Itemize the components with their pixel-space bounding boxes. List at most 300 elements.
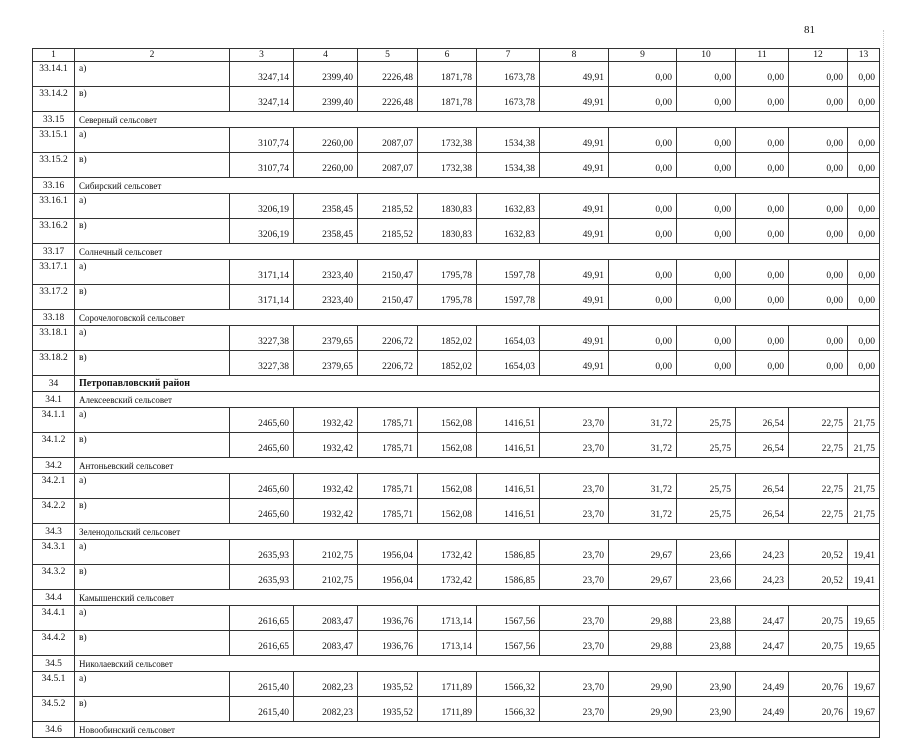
value-cell: 1586,85 — [477, 540, 540, 565]
column-number-cell: 3 — [230, 49, 294, 62]
value-cell: 1586,85 — [477, 565, 540, 590]
value-cell: 1632,83 — [477, 219, 540, 244]
row-label: а) — [75, 672, 230, 697]
value-cell: 0,00 — [736, 87, 789, 112]
value-cell: 3247,14 — [230, 62, 294, 87]
value-cell: 3107,74 — [230, 128, 294, 153]
value-cell: 1852,02 — [418, 326, 477, 351]
value-cell: 1871,78 — [418, 62, 477, 87]
value-cell: 0,00 — [609, 326, 677, 351]
section-name: Николаевский сельсовет — [75, 656, 880, 672]
value-cell: 1567,56 — [477, 631, 540, 656]
value-cell: 1852,02 — [418, 351, 477, 376]
value-cell: 25,75 — [677, 474, 736, 499]
value-cell: 2358,45 — [294, 194, 358, 219]
section-row — [33, 244, 880, 260]
value-cell: 1732,42 — [418, 565, 477, 590]
value-cell: 29,90 — [609, 672, 677, 697]
column-number-cell: 7 — [477, 49, 540, 62]
value-cell: 20,52 — [789, 565, 848, 590]
value-cell: 3247,14 — [230, 87, 294, 112]
value-cell: 20,75 — [789, 606, 848, 631]
value-cell: 24,47 — [736, 606, 789, 631]
value-cell: 0,00 — [848, 351, 880, 376]
value-cell: 2615,40 — [230, 672, 294, 697]
section-code: 33.17 — [33, 244, 75, 260]
row-code: 33.16.1 — [33, 194, 75, 219]
value-cell: 0,00 — [736, 128, 789, 153]
row-code: 34.4.1 — [33, 606, 75, 631]
value-cell: 49,91 — [540, 285, 609, 310]
value-cell: 19,65 — [848, 606, 880, 631]
value-cell: 0,00 — [609, 351, 677, 376]
value-cell: 19,65 — [848, 631, 880, 656]
value-cell: 2082,23 — [294, 672, 358, 697]
value-cell: 0,00 — [609, 219, 677, 244]
value-cell: 23,90 — [677, 672, 736, 697]
value-cell: 0,00 — [789, 62, 848, 87]
value-cell: 0,00 — [848, 260, 880, 285]
row-code: 34.1.2 — [33, 433, 75, 458]
section-name: Камышенский сельсовет — [75, 590, 880, 606]
value-cell: 49,91 — [540, 219, 609, 244]
row-code: 33.17.2 — [33, 285, 75, 310]
row-code: 33.18.2 — [33, 351, 75, 376]
row-label: в) — [75, 565, 230, 590]
row-label: а) — [75, 540, 230, 565]
value-cell: 0,00 — [789, 128, 848, 153]
value-cell: 23,88 — [677, 631, 736, 656]
table-row — [33, 194, 880, 219]
value-cell: 1713,14 — [418, 606, 477, 631]
value-cell: 23,70 — [540, 433, 609, 458]
value-cell: 22,75 — [789, 408, 848, 433]
row-label: в) — [75, 87, 230, 112]
table-row — [33, 351, 880, 376]
value-cell: 26,54 — [736, 474, 789, 499]
row-code: 33.14.2 — [33, 87, 75, 112]
value-cell: 1932,42 — [294, 474, 358, 499]
value-cell: 0,00 — [609, 62, 677, 87]
value-cell: 24,49 — [736, 672, 789, 697]
row-code: 34.1.1 — [33, 408, 75, 433]
table-row — [33, 672, 880, 697]
value-cell: 0,00 — [677, 219, 736, 244]
value-cell: 1534,38 — [477, 128, 540, 153]
column-number-cell: 13 — [848, 49, 880, 62]
table-row — [33, 408, 880, 433]
value-cell: 21,75 — [848, 499, 880, 524]
value-cell: 1416,51 — [477, 499, 540, 524]
row-label: а) — [75, 128, 230, 153]
value-cell: 2635,93 — [230, 540, 294, 565]
value-cell: 29,90 — [609, 697, 677, 722]
value-cell: 49,91 — [540, 260, 609, 285]
value-cell: 24,23 — [736, 540, 789, 565]
row-code: 33.14.1 — [33, 62, 75, 87]
value-cell: 23,70 — [540, 697, 609, 722]
value-cell: 1932,42 — [294, 433, 358, 458]
value-cell: 23,66 — [677, 565, 736, 590]
value-cell: 1785,71 — [358, 433, 418, 458]
row-label: а) — [75, 408, 230, 433]
value-cell: 1936,76 — [358, 631, 418, 656]
column-number-cell: 6 — [418, 49, 477, 62]
value-cell: 1416,51 — [477, 474, 540, 499]
section-name: Алексеевский сельсовет — [75, 392, 880, 408]
value-cell: 0,00 — [609, 87, 677, 112]
value-cell: 1830,83 — [418, 219, 477, 244]
value-cell: 3227,38 — [230, 351, 294, 376]
value-cell: 0,00 — [789, 260, 848, 285]
value-cell: 26,54 — [736, 433, 789, 458]
value-cell: 0,00 — [677, 128, 736, 153]
value-cell: 29,67 — [609, 565, 677, 590]
section-name: Антоньевский сельсовет — [75, 458, 880, 474]
value-cell: 2379,65 — [294, 351, 358, 376]
column-number-row — [33, 49, 880, 62]
section-code: 34.1 — [33, 392, 75, 408]
table-body — [33, 49, 880, 738]
table-row — [33, 540, 880, 565]
value-cell: 1785,71 — [358, 408, 418, 433]
value-cell: 20,52 — [789, 540, 848, 565]
value-cell: 1713,14 — [418, 631, 477, 656]
value-cell: 31,72 — [609, 499, 677, 524]
value-cell: 2465,60 — [230, 499, 294, 524]
value-cell: 2260,00 — [294, 153, 358, 178]
row-label: в) — [75, 499, 230, 524]
value-cell: 23,70 — [540, 408, 609, 433]
column-number-cell: 2 — [75, 49, 230, 62]
row-label: а) — [75, 194, 230, 219]
value-cell: 0,00 — [736, 285, 789, 310]
value-cell: 1567,56 — [477, 606, 540, 631]
column-number-cell: 10 — [677, 49, 736, 62]
value-cell: 0,00 — [789, 87, 848, 112]
value-cell: 49,91 — [540, 326, 609, 351]
value-cell: 1597,78 — [477, 260, 540, 285]
table-row — [33, 128, 880, 153]
value-cell: 1935,52 — [358, 697, 418, 722]
value-cell: 0,00 — [736, 153, 789, 178]
row-code: 34.5.2 — [33, 697, 75, 722]
value-cell: 29,88 — [609, 631, 677, 656]
value-cell: 1932,42 — [294, 499, 358, 524]
row-label: а) — [75, 606, 230, 631]
value-cell: 3206,19 — [230, 219, 294, 244]
value-cell: 1956,04 — [358, 565, 418, 590]
value-cell: 2615,40 — [230, 697, 294, 722]
value-cell: 0,00 — [609, 285, 677, 310]
value-cell: 1654,03 — [477, 326, 540, 351]
row-label: а) — [75, 474, 230, 499]
value-cell: 1416,51 — [477, 433, 540, 458]
value-cell: 19,41 — [848, 540, 880, 565]
value-cell: 1795,78 — [418, 285, 477, 310]
value-cell: 25,75 — [677, 408, 736, 433]
row-label: в) — [75, 153, 230, 178]
column-number-cell: 5 — [358, 49, 418, 62]
value-cell: 49,91 — [540, 62, 609, 87]
row-code: 33.18.1 — [33, 326, 75, 351]
value-cell: 0,00 — [736, 219, 789, 244]
column-number-cell: 12 — [789, 49, 848, 62]
column-number-cell: 8 — [540, 49, 609, 62]
column-number-cell: 9 — [609, 49, 677, 62]
value-cell: 25,75 — [677, 433, 736, 458]
row-label: а) — [75, 62, 230, 87]
value-cell: 1936,76 — [358, 606, 418, 631]
tariff-table — [32, 48, 880, 738]
value-cell: 0,00 — [789, 153, 848, 178]
row-label: в) — [75, 219, 230, 244]
table-row — [33, 565, 880, 590]
row-label: в) — [75, 433, 230, 458]
value-cell: 31,72 — [609, 433, 677, 458]
value-cell: 1956,04 — [358, 540, 418, 565]
value-cell: 2465,60 — [230, 474, 294, 499]
section-row — [33, 590, 880, 606]
value-cell: 29,88 — [609, 606, 677, 631]
value-cell: 0,00 — [677, 326, 736, 351]
value-cell: 2102,75 — [294, 565, 358, 590]
value-cell: 1673,78 — [477, 62, 540, 87]
value-cell: 0,00 — [848, 62, 880, 87]
value-cell: 2185,52 — [358, 219, 418, 244]
value-cell: 0,00 — [677, 260, 736, 285]
row-label: а) — [75, 326, 230, 351]
row-code: 33.15.2 — [33, 153, 75, 178]
value-cell: 21,75 — [848, 474, 880, 499]
value-cell: 1711,89 — [418, 697, 477, 722]
row-code: 33.17.1 — [33, 260, 75, 285]
value-cell: 0,00 — [677, 351, 736, 376]
column-number-cell: 11 — [736, 49, 789, 62]
section-name: Зеленодольский сельсовет — [75, 524, 880, 540]
value-cell: 20,76 — [789, 697, 848, 722]
table-row — [33, 219, 880, 244]
value-cell: 2323,40 — [294, 260, 358, 285]
value-cell: 2465,60 — [230, 433, 294, 458]
value-cell: 2379,65 — [294, 326, 358, 351]
section-row — [33, 310, 880, 326]
value-cell: 2616,65 — [230, 631, 294, 656]
table-row — [33, 153, 880, 178]
value-cell: 1732,38 — [418, 128, 477, 153]
table-row — [33, 326, 880, 351]
section-row — [33, 178, 880, 194]
value-cell: 0,00 — [609, 128, 677, 153]
value-cell: 23,70 — [540, 499, 609, 524]
value-cell: 49,91 — [540, 128, 609, 153]
table-row — [33, 285, 880, 310]
value-cell: 23,70 — [540, 631, 609, 656]
value-cell: 0,00 — [736, 194, 789, 219]
row-label: в) — [75, 697, 230, 722]
value-cell: 23,70 — [540, 540, 609, 565]
value-cell: 29,67 — [609, 540, 677, 565]
row-label: а) — [75, 260, 230, 285]
section-code: 33.18 — [33, 310, 75, 326]
value-cell: 0,00 — [848, 128, 880, 153]
value-cell: 19,67 — [848, 672, 880, 697]
value-cell: 3107,74 — [230, 153, 294, 178]
value-cell: 1732,38 — [418, 153, 477, 178]
value-cell: 0,00 — [848, 285, 880, 310]
value-cell: 1416,51 — [477, 408, 540, 433]
value-cell: 1785,71 — [358, 474, 418, 499]
section-row — [33, 656, 880, 672]
page-edge-line — [883, 30, 884, 630]
value-cell: 0,00 — [736, 62, 789, 87]
value-cell: 0,00 — [848, 326, 880, 351]
value-cell: 23,66 — [677, 540, 736, 565]
value-cell: 2399,40 — [294, 62, 358, 87]
row-code: 33.16.2 — [33, 219, 75, 244]
value-cell: 2358,45 — [294, 219, 358, 244]
value-cell: 49,91 — [540, 87, 609, 112]
value-cell: 1935,52 — [358, 672, 418, 697]
value-cell: 2206,72 — [358, 326, 418, 351]
section-row — [33, 524, 880, 540]
value-cell: 24,23 — [736, 565, 789, 590]
value-cell: 0,00 — [609, 153, 677, 178]
value-cell: 49,91 — [540, 153, 609, 178]
value-cell: 0,00 — [677, 285, 736, 310]
value-cell: 2260,00 — [294, 128, 358, 153]
value-cell: 20,76 — [789, 672, 848, 697]
value-cell: 19,67 — [848, 697, 880, 722]
value-cell: 23,70 — [540, 672, 609, 697]
value-cell: 1632,83 — [477, 194, 540, 219]
section-name: Петропавловский район — [75, 376, 880, 392]
value-cell: 22,75 — [789, 433, 848, 458]
table-row — [33, 87, 880, 112]
section-code: 34.3 — [33, 524, 75, 540]
value-cell: 0,00 — [736, 260, 789, 285]
value-cell: 0,00 — [848, 87, 880, 112]
value-cell: 2206,72 — [358, 351, 418, 376]
value-cell: 1597,78 — [477, 285, 540, 310]
value-cell: 22,75 — [789, 499, 848, 524]
value-cell: 2323,40 — [294, 285, 358, 310]
row-code: 34.4.2 — [33, 631, 75, 656]
value-cell: 23,70 — [540, 565, 609, 590]
value-cell: 2399,40 — [294, 87, 358, 112]
value-cell: 1932,42 — [294, 408, 358, 433]
value-cell: 0,00 — [677, 194, 736, 219]
section-name: Северный сельсовет — [75, 112, 880, 128]
value-cell: 49,91 — [540, 194, 609, 219]
row-code: 34.5.1 — [33, 672, 75, 697]
section-name: Сибирский сельсовет — [75, 178, 880, 194]
value-cell: 0,00 — [789, 194, 848, 219]
value-cell: 1534,38 — [477, 153, 540, 178]
district-row — [33, 376, 880, 392]
column-number-cell: 1 — [33, 49, 75, 62]
section-code: 34.2 — [33, 458, 75, 474]
value-cell: 0,00 — [736, 326, 789, 351]
column-number-cell: 4 — [294, 49, 358, 62]
value-cell: 3206,19 — [230, 194, 294, 219]
table-row — [33, 260, 880, 285]
value-cell: 2087,07 — [358, 128, 418, 153]
value-cell: 2083,47 — [294, 631, 358, 656]
section-code: 34.4 — [33, 590, 75, 606]
section-code: 34.6 — [33, 722, 75, 738]
value-cell: 1654,03 — [477, 351, 540, 376]
section-row — [33, 112, 880, 128]
row-code: 34.3.2 — [33, 565, 75, 590]
value-cell: 2083,47 — [294, 606, 358, 631]
value-cell: 24,49 — [736, 697, 789, 722]
value-cell: 2226,48 — [358, 62, 418, 87]
value-cell: 2226,48 — [358, 87, 418, 112]
value-cell: 1562,08 — [418, 499, 477, 524]
value-cell: 31,72 — [609, 408, 677, 433]
value-cell: 0,00 — [736, 351, 789, 376]
value-cell: 0,00 — [848, 219, 880, 244]
value-cell: 31,72 — [609, 474, 677, 499]
row-label: в) — [75, 631, 230, 656]
value-cell: 26,54 — [736, 499, 789, 524]
row-code: 34.2.2 — [33, 499, 75, 524]
value-cell: 1566,32 — [477, 697, 540, 722]
value-cell: 2616,65 — [230, 606, 294, 631]
value-cell: 21,75 — [848, 433, 880, 458]
section-row — [33, 392, 880, 408]
table-row — [33, 499, 880, 524]
value-cell: 26,54 — [736, 408, 789, 433]
value-cell: 3171,14 — [230, 260, 294, 285]
value-cell: 0,00 — [789, 351, 848, 376]
value-cell: 23,70 — [540, 606, 609, 631]
value-cell: 49,91 — [540, 351, 609, 376]
value-cell: 0,00 — [677, 87, 736, 112]
value-cell: 1871,78 — [418, 87, 477, 112]
row-code: 33.15.1 — [33, 128, 75, 153]
value-cell: 21,75 — [848, 408, 880, 433]
table-row — [33, 474, 880, 499]
value-cell: 1711,89 — [418, 672, 477, 697]
value-cell: 2150,47 — [358, 260, 418, 285]
section-name: Сорочелоговской сельсовет — [75, 310, 880, 326]
section-code: 33.15 — [33, 112, 75, 128]
table-row — [33, 697, 880, 722]
row-label: в) — [75, 351, 230, 376]
value-cell: 1795,78 — [418, 260, 477, 285]
value-cell: 1562,08 — [418, 433, 477, 458]
value-cell: 0,00 — [789, 326, 848, 351]
section-row — [33, 458, 880, 474]
value-cell: 0,00 — [609, 194, 677, 219]
value-cell: 0,00 — [677, 62, 736, 87]
value-cell: 1732,42 — [418, 540, 477, 565]
value-cell: 2150,47 — [358, 285, 418, 310]
table-row — [33, 631, 880, 656]
value-cell: 0,00 — [789, 285, 848, 310]
value-cell: 0,00 — [848, 153, 880, 178]
value-cell: 20,75 — [789, 631, 848, 656]
section-code: 34 — [33, 376, 75, 392]
value-cell: 25,75 — [677, 499, 736, 524]
value-cell: 23,90 — [677, 697, 736, 722]
section-code: 33.16 — [33, 178, 75, 194]
value-cell: 2465,60 — [230, 408, 294, 433]
value-cell: 1562,08 — [418, 474, 477, 499]
value-cell: 1830,83 — [418, 194, 477, 219]
